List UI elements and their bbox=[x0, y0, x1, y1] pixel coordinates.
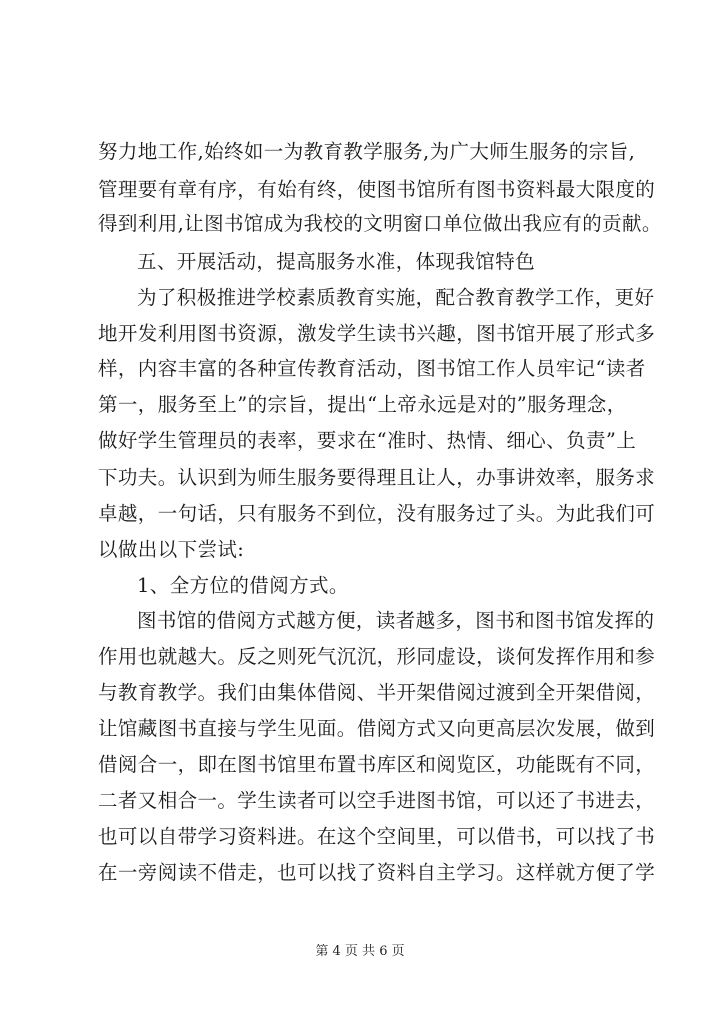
body-line-1: 努力地工作,始终如一为教育教学服务,为广大师生服务的宗旨, bbox=[98, 140, 636, 163]
body-line-8: 第一，服务至上”的宗旨，提出“上帝永远是对的”服务理念， bbox=[98, 393, 627, 416]
body-line-16: 与教育教学。我们由集体借阅、半开架借阅过渡到全开架借阅， bbox=[98, 681, 656, 704]
body-line-5: 为了积极推进学校素质教育实施，配合教育教学工作，更好 bbox=[137, 286, 655, 309]
body-line-7: 样，内容丰富的各种宣传教育活动，图书馆工作人员牢记“读者 bbox=[98, 357, 646, 380]
body-line-19: 二者又相合一。学生读者可以空手进图书馆，可以还了书进去， bbox=[98, 789, 656, 812]
body-line-12: 以做出以下尝试: bbox=[98, 538, 245, 561]
body-line-17: 让馆藏图书直接与学生见面。借阅方式又向更高层次发展，做到 bbox=[98, 717, 656, 740]
body-line-9: 做好学生管理员的表率，要求在“准时、热情、细心、负责”上 bbox=[98, 429, 637, 452]
body-line-2: 管理要有章有序，有始有终，使图书馆所有图书资料最大限度的 bbox=[98, 178, 656, 201]
body-line-14: 图书馆的借阅方式越方便，读者越多，图书和图书馆发挥的 bbox=[137, 609, 655, 632]
section-heading: 五、开展活动，提高服务水准，体现我馆特色 bbox=[137, 250, 536, 273]
body-line-15: 作用也就越大。反之则死气沉沉，形同虚设，谈何发挥作用和参 bbox=[98, 645, 656, 668]
body-line-20: 也可以自带学习资料进。在这个空间里，可以借书，可以找了书 bbox=[98, 825, 656, 848]
page-footer: 第 4 页 共 6 页 bbox=[315, 944, 405, 959]
body-line-6: 地开发利用图书资源，激发学生读书兴趣，图书馆开展了形式多 bbox=[98, 322, 656, 345]
body-line-10: 下功夫。认识到为师生服务要得理且让人，办事讲效率，服务求 bbox=[98, 466, 656, 489]
body-line-11: 卓越，一句话，只有服务不到位，没有服务过了头。为此我们可 bbox=[98, 502, 656, 525]
body-line-21: 在一旁阅读不借走，也可以找了资料自主学习。这样就方便了学 bbox=[98, 861, 656, 884]
body-line-3: 得到利用,让图书馆成为我校的文明窗口单位做出我应有的贡献。 bbox=[98, 212, 662, 235]
subsection-heading: 1、全方位的借阅方式。 bbox=[137, 574, 349, 597]
body-line-18: 借阅合一，即在图书馆里布置书库区和阅览区，功能既有不同， bbox=[98, 753, 656, 776]
